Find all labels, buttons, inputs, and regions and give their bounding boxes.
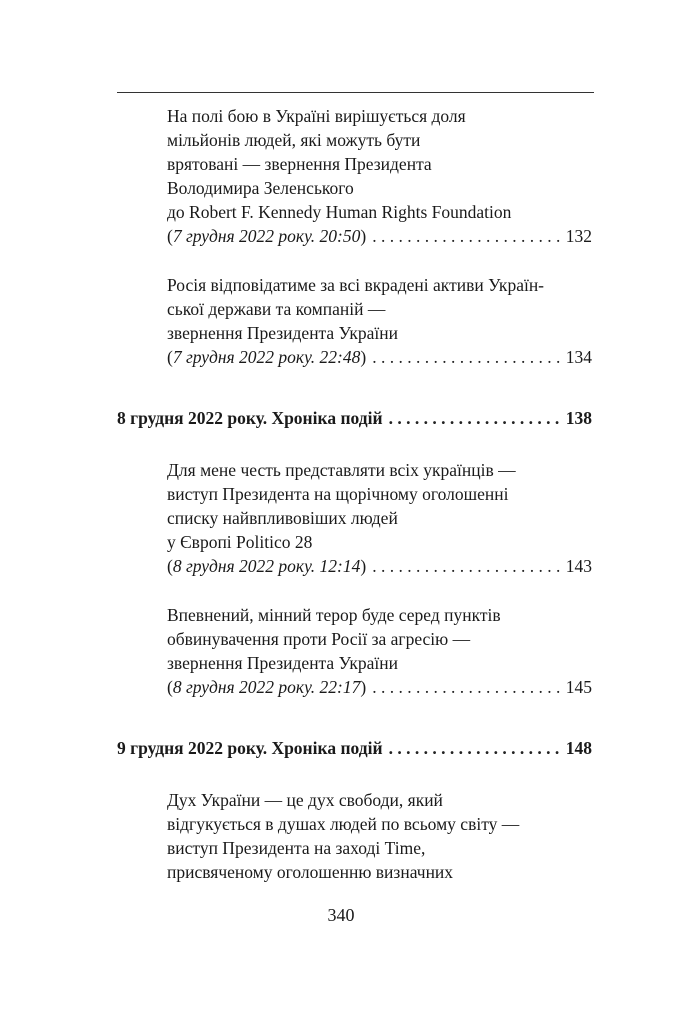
day-title: 8 грудня 2022 року. Хроніка подій (117, 408, 383, 428)
entry-line: виступ Президента на заході Time, (167, 838, 426, 858)
leader-dots (372, 675, 560, 699)
entry-line: відгукується в душах людей по всьому світу — (167, 814, 520, 834)
entry-line: списку найвпливовіших людей (167, 508, 398, 528)
entry-line: Дух України — це дух свободи, який (167, 790, 443, 810)
leader-dots (389, 406, 560, 430)
entry-line: ської держави та компаній — (167, 299, 386, 319)
entry-line: Впевнений, мінний терор буде серед пунктів (167, 605, 501, 625)
entry-line: звернення Президента України (167, 653, 399, 673)
toc-entry[interactable] (167, 603, 592, 699)
entry-line: На полі бою в Україні вирішується доля (167, 106, 466, 126)
entry-line: звернення Президента України (167, 323, 399, 343)
entry-line: Для мене честь представляти всіх українців — (167, 460, 516, 480)
leader-dots (372, 345, 560, 369)
leader-dots (389, 736, 560, 760)
entry-date: (8 грудня 2022 року. 22:17) (167, 677, 367, 697)
toc-entry[interactable] (167, 104, 592, 248)
page-number: 340 (327, 905, 355, 925)
entry-line: Росія відповідатиме за всі вкрадені активи Україн- (167, 275, 545, 295)
day-page-number: 148 (565, 738, 592, 758)
entry-line: обвинувачення проти Росії за агресію — (167, 629, 471, 649)
entry-page-number: 132 (565, 226, 592, 246)
entry-page-number: 143 (565, 556, 592, 576)
entry-line: Володимира Зеленського (167, 178, 354, 198)
toc-entry[interactable] (167, 458, 592, 578)
table-of-contents (117, 104, 592, 884)
leader-dots (372, 554, 560, 578)
entry-line: мільйонів людей, які можуть бути (167, 130, 421, 150)
entry-date: (8 грудня 2022 року. 12:14) (167, 556, 367, 576)
entry-line: до Robert F. Kennedy Human Rights Foundation (167, 202, 512, 222)
entry-page-number: 134 (565, 347, 592, 367)
day-title: 9 грудня 2022 року. Хроніка подій (117, 738, 383, 758)
entry-line: врятовані — звернення Президента (167, 154, 432, 174)
entry-date: (7 грудня 2022 року. 22:48) (167, 347, 367, 367)
header-rule (117, 92, 594, 93)
day-heading[interactable] (117, 406, 592, 430)
leader-dots (372, 224, 560, 248)
entry-line: присвяченому оголошенню визначних (167, 862, 454, 882)
entry-page-number: 145 (565, 677, 592, 697)
day-heading[interactable] (117, 736, 592, 760)
entry-date: (7 грудня 2022 року. 20:50) (167, 226, 367, 246)
entry-line: виступ Президента на щорічному оголошенні (167, 484, 509, 504)
entry-line: у Європі Politico 28 (167, 532, 313, 552)
toc-entry[interactable] (167, 273, 592, 369)
day-page-number: 138 (565, 408, 592, 428)
toc-entry[interactable] (167, 788, 592, 884)
